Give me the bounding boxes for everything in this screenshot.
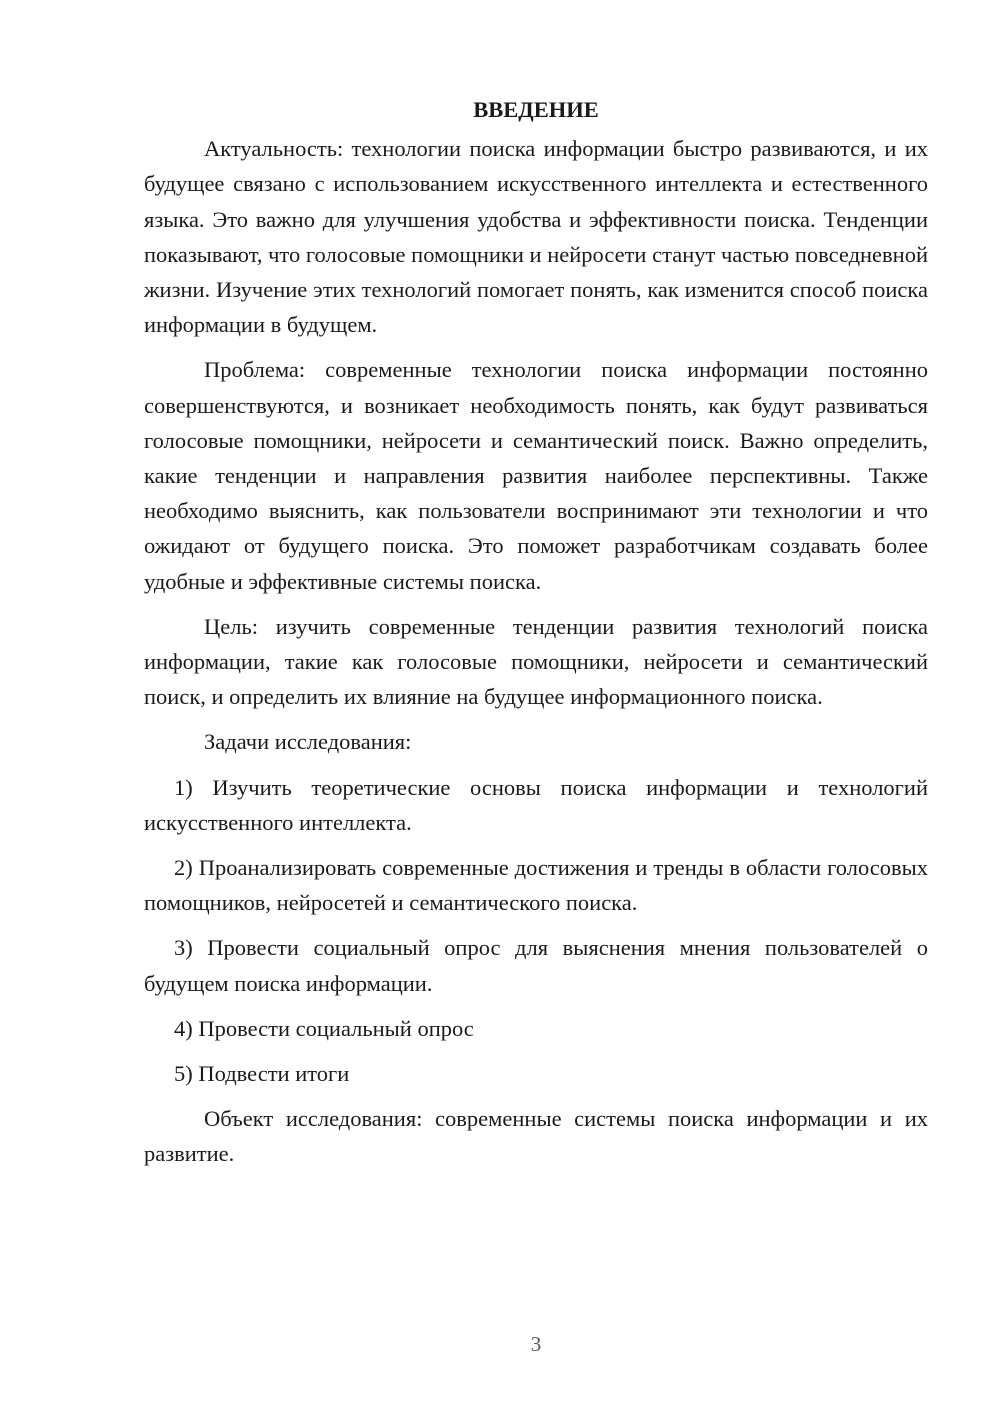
paragraph-problem: Проблема: современные технологии поиска информации постоянно совершенствуются, и возникает необходимость понять, как будут развиваться голосовые помощники, нейросети и семантический поиск. Важно определить, какие тенденции и направления развития наиболее перспективны. Также необходимо выяснить, как пользователи воспринимают эти технологии и что ожидают от будущего поиска. Это поможет разработчикам создавать более удобные и эффективные системы поиска. xyxy=(144,357,928,594)
task-item-4: 4) Провести социальный опрос xyxy=(174,1015,474,1041)
paragraph-relevance: Актуальность: технологии поиска информации быстро развиваются, и их будущее связано с использованием искусственного интеллекта и естественного языка. Это важно для улучшения удобства и эффективности поиска. Тенденции показывают, что голосовые помощники и нейросети станут частью повседневной жизни. Изучение этих технологий помогает понять, как изменится способ поиска информации в будущем. xyxy=(144,136,928,338)
tasks-heading: Задачи исследования: xyxy=(204,729,412,755)
task-item-5: 5) Подвести итоги xyxy=(174,1061,350,1087)
task-item-2: 2) Проанализировать современные достижения и тренды в области голосовых помощников, нейросетей и семантического поиска. xyxy=(144,855,928,916)
page-number: 3 xyxy=(530,1332,542,1356)
page-content xyxy=(144,92,928,1172)
section-title: ВВЕДЕНИЕ xyxy=(473,97,599,122)
paragraph-goal: Цель: изучить современные тенденции развития технологий поиска информации, такие как голосовые помощники, нейросети и семантический поиск, и определить их влияние на будущее информационного поиска. xyxy=(144,613,928,710)
task-item-1: 1) Изучить теоретические основы поиска информации и технологий искусственного интеллекта. xyxy=(144,774,928,835)
paragraph-object: Объект исследования: современные системы поиска информации и их развитие. xyxy=(144,1106,928,1167)
task-item-3: 3) Провести социальный опрос для выяснения мнения пользователей о будущем поиска информации. xyxy=(144,935,928,996)
